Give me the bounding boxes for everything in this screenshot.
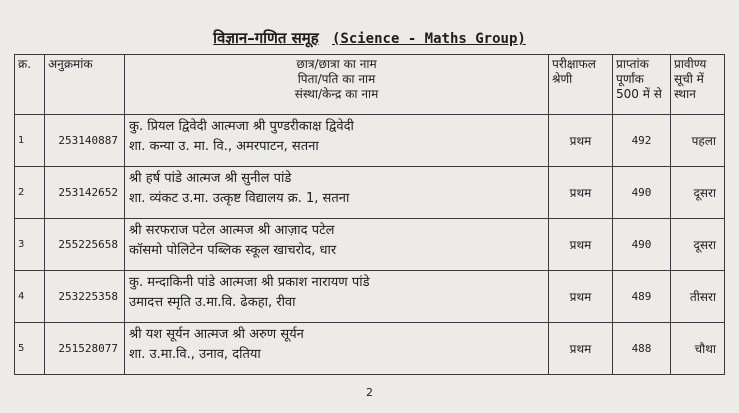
row-division: प्रथम	[549, 115, 613, 167]
row-school: उमादत्त स्मृति उ.मा.वि. ढेकहा, रीवा	[129, 295, 296, 310]
title-english: (Science - Maths Group)	[331, 31, 526, 47]
row-marks: 490	[613, 167, 671, 219]
header-name-line1: छात्र/छात्रा का नाम	[296, 57, 377, 71]
page-title	[0, 28, 739, 48]
row-sr: 5	[15, 323, 45, 375]
table-header-row	[15, 55, 725, 115]
row-school: शा. कन्या उ. मा. वि., अमरपाटन, सतना	[129, 139, 319, 154]
row-student-name: श्री यश सूर्यन आत्मज श्री अरुण सूर्यन	[129, 327, 304, 342]
page-number: 2	[366, 386, 373, 399]
header-roll: अनुक्रमांक	[45, 55, 125, 115]
row-student-name: श्री हर्ष पांडे आत्मज श्री सुनील पांडे	[129, 171, 292, 186]
row-rank: चौथा	[671, 323, 725, 375]
row-division: प्रथम	[549, 167, 613, 219]
row-roll: 253140887	[45, 115, 125, 167]
header-sr: क्र.	[15, 55, 45, 115]
table-row	[15, 219, 725, 271]
row-rank: पहला	[671, 115, 725, 167]
merit-list-table	[14, 54, 725, 375]
row-marks: 488	[613, 323, 671, 375]
row-sr: 4	[15, 271, 45, 323]
header-division: परीक्षाफल श्रेणी	[549, 55, 613, 115]
header-rank: प्रावीण्य सूची में स्थान	[671, 55, 725, 115]
row-division: प्रथम	[549, 323, 613, 375]
table-row	[15, 167, 725, 219]
row-name-cell	[125, 271, 549, 323]
row-marks: 490	[613, 219, 671, 271]
header-name-line2: पिता/पति का नाम	[297, 72, 376, 86]
row-roll: 253142652	[45, 167, 125, 219]
row-sr: 2	[15, 167, 45, 219]
table-row	[15, 115, 725, 167]
header-marks: प्राप्तांक पूर्णांक 500 में से	[613, 55, 671, 115]
row-roll: 253225358	[45, 271, 125, 323]
row-name-cell	[125, 167, 549, 219]
row-roll: 255225658	[45, 219, 125, 271]
row-rank: दूसरा	[671, 219, 725, 271]
row-name-cell	[125, 323, 549, 375]
table-row	[15, 271, 725, 323]
row-roll: 251528077	[45, 323, 125, 375]
table-row	[15, 323, 725, 375]
row-division: प्रथम	[549, 219, 613, 271]
row-name-cell	[125, 115, 549, 167]
header-name-line3: संस्था/केन्द्र का नाम	[294, 87, 379, 101]
row-name-cell	[125, 219, 549, 271]
row-school: शा. व्यंकट उ.मा. उत्कृष्ट विद्यालय क्र. 1, सतना	[129, 191, 350, 206]
row-sr: 1	[15, 115, 45, 167]
row-marks: 492	[613, 115, 671, 167]
row-marks: 489	[613, 271, 671, 323]
row-rank: दूसरा	[671, 167, 725, 219]
row-student-name: कु. प्रियल द्विवेदी आत्मजा श्री पुण्डरीकाक्ष द्विवेदी	[129, 119, 354, 134]
header-name	[125, 55, 549, 115]
row-rank: तीसरा	[671, 271, 725, 323]
row-division: प्रथम	[549, 271, 613, 323]
row-student-name: श्री सरफराज पटेल आत्मज श्री आज़ाद पटेल	[129, 223, 335, 238]
title-hindi: विज्ञान–गणित समूह	[213, 29, 319, 47]
row-school: कॉसमो पोलिटेन पब्लिक स्कूल खाचरोद, धार	[129, 243, 337, 258]
row-sr: 3	[15, 219, 45, 271]
row-student-name: कु. मन्दाकिनी पांडे आत्मजा श्री प्रकाश नारायण पांडे	[129, 275, 370, 290]
row-school: शा. उ.मा.वि., उनाव, दतिया	[129, 347, 261, 362]
